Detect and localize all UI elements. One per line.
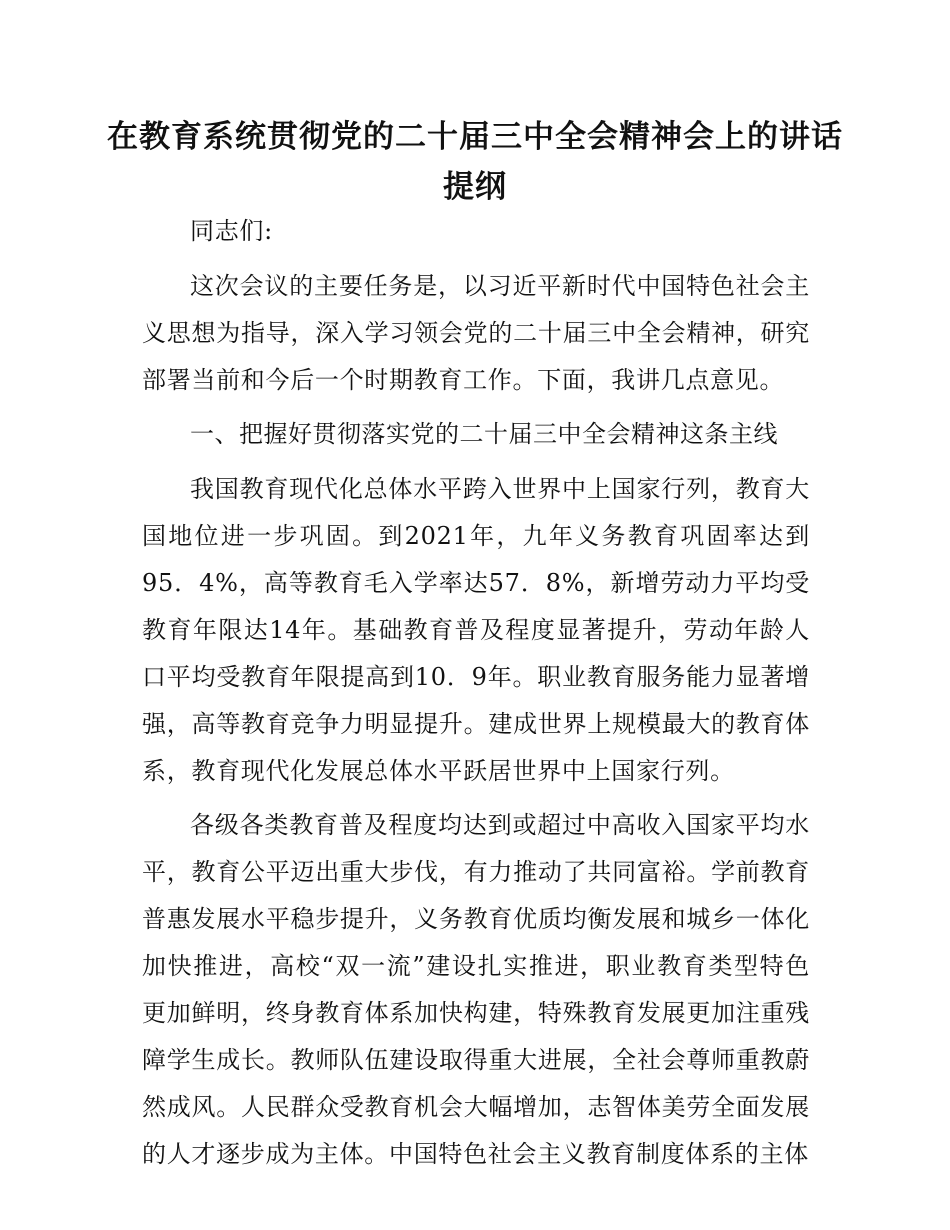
paragraph-education-equity: 各级各类教育普及程度均达到或超过中高收入国家平均水平，教育公平迈出重大步伐，有力推动了共同富裕。学前教育普惠发展水平稳步提升，义务教育优质均衡发展和城乡一体化加快推进，高校“双一流”建设扎实推进，职业教育类型特色更加鲜明，终身教育体系加快构建，特殊教育发展更加注重残障学生成长。教师队伍建设取得重大进展，全社会尊师重教蔚然成风。人民群众受教育机会大幅增加，志智体美劳全面发展的人才逐步成为主体。中国特色社会主义教育制度体系的主体 [142,811,810,1168]
paragraph-achievements: 我国教育现代化总体水平跨入世界中上国家行列，教育大国地位进一步巩固。到2021年，九年义务教育巩固率达到95．4%，高等教育毛入学率达57．8%，新增劳动力平均受教育年限达14年。基础教育普及程度显著提升，劳动年龄人口平均受教育年限提高到10．9年。职业教育服务能力显著增强，高等教育竞争力明显提升。建成世界上规模最大的教育体系，教育现代化发展总体水平跃居世界中上国家行列。 [142,475,810,785]
section-heading-1: 一、把握好贯彻落实党的二十届三中全会精神这条主线 [190,420,778,448]
greeting: 同志们: [190,217,273,245]
document-title: 在教育系统贯彻党的二十届三中全会精神会上的讲话提纲 [107,119,843,205]
paragraph-intro: 这次会议的主要任务是，以习近平新时代中国特色社会主义思想为指导，深入学习领会党的二十届三中全会精神，研究部署当前和今后一个时期教育工作。下面，我讲几点意见。 [142,272,810,394]
document-body [142,208,810,1185]
